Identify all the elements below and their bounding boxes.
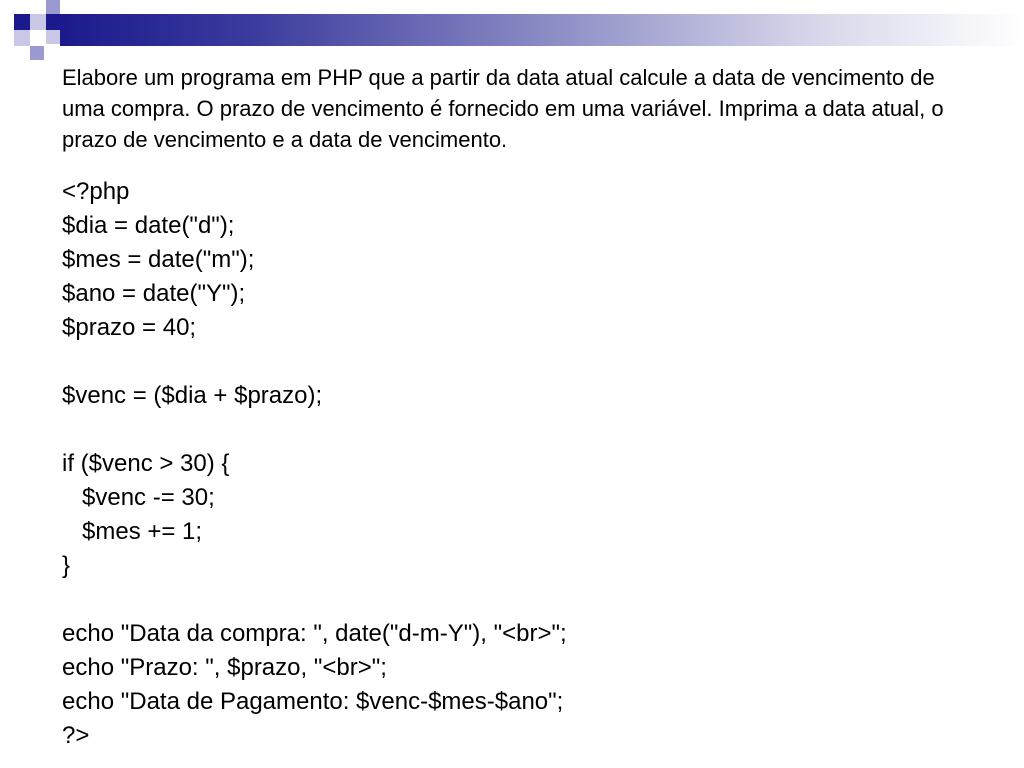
code-line: <?php — [62, 178, 130, 205]
code-line: echo "Data da compra: ", date("d-m-Y"), "<br>"; — [62, 620, 567, 647]
decorative-square — [46, 14, 60, 30]
code-line: $venc -= 30; — [62, 484, 215, 511]
code-line: $venc = ($dia + $prazo); — [62, 382, 323, 409]
code-line — [62, 345, 567, 379]
php-code-block — [62, 175, 567, 753]
code-line: echo "Data de Pagamento: $venc-$mes-$ano"; — [62, 688, 564, 715]
decorative-square — [30, 46, 44, 60]
decorative-square — [14, 30, 30, 46]
decorative-square — [14, 14, 30, 30]
decorative-square — [30, 14, 46, 30]
code-line — [62, 583, 567, 617]
code-line: if ($venc > 30) { — [62, 450, 230, 477]
code-line: echo "Prazo: ", $prazo, "<br>"; — [62, 654, 387, 681]
code-line: $dia = date("d"); — [62, 212, 235, 239]
decorative-square — [46, 30, 60, 44]
code-line: $mes = date("m"); — [62, 246, 255, 273]
code-line — [62, 413, 567, 447]
code-line: ?> — [62, 722, 90, 749]
code-line: $prazo = 40; — [62, 314, 197, 341]
code-line: $mes += 1; — [62, 518, 203, 545]
decorative-square — [46, 0, 60, 14]
exercise-statement: Elabore um programa em PHP que a partir da data atual calcule a data de vencimento de uma compra. O prazo de vencimento é fornecido em uma variável. Imprima a data atual, o prazo de vencimento e a data de vencimento. — [62, 65, 944, 152]
code-line: } — [62, 552, 71, 579]
header-gradient-bar — [60, 14, 1024, 46]
code-line: $ano = date("Y"); — [62, 280, 246, 307]
